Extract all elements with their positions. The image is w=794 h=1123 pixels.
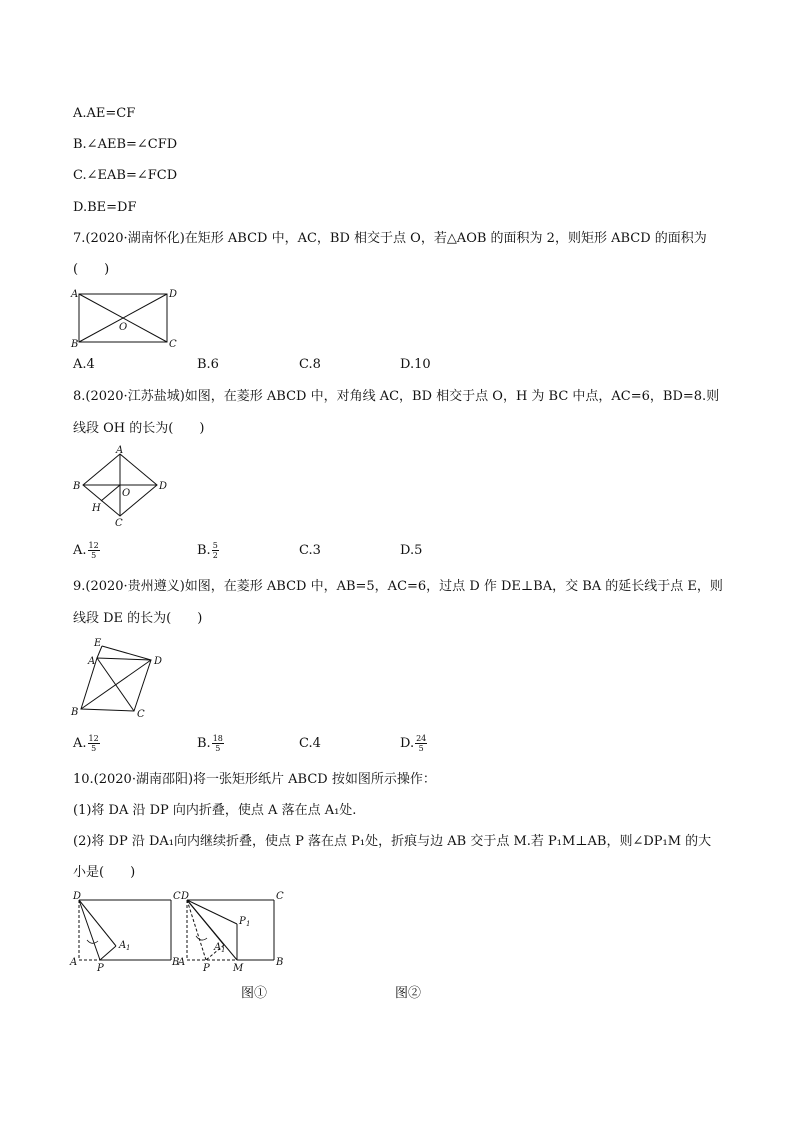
q9-label-c: C [137,709,145,720]
q7-option-b: B.6 [197,357,219,372]
q8-label-d: D [159,481,168,492]
q10-stem-line1: 10.(2020·湖南邵阳)将一张矩形纸片 ABCD 按如图所示操作： [73,772,436,787]
q8-label-a: A [116,445,124,456]
q10-stem-line2: (1)将 DA 沿 DP 向内折叠，使点 A 落在点 A₁处. [73,803,357,818]
fig1-label-c: C [173,891,181,902]
fig1-label-d: D [73,891,82,902]
q7-rectangle-figure [66,285,186,349]
prev-option-d: D.BE=DF [73,200,137,215]
fig1-label-a1: A [119,940,127,951]
q9-option-a: A. $\frac{12}{5}$ [73,734,99,753]
q9-option-b: B. $\frac{18}{5}$ [197,734,223,753]
fig1-label-a: A [70,957,78,968]
q10-stem-line4: 小是( ) [73,865,136,880]
prev-option-b: B.∠AEB=∠CFD [73,137,178,152]
figure-2-caption: 图② [395,986,422,1001]
q9-label-b: B [71,707,79,718]
q9-stem-line1: 9.(2020·贵州遵义)如图，在菱形 ABCD 中，AB=5，AC=6，过点 D 作 DE⊥BA，交 BA 的延长线于点 E，则 [73,579,723,594]
q9-rhombus-figure [68,633,178,721]
q7-label-d: D [169,289,178,300]
q8-stem-line2: 线段 OH 的长为( ) [73,421,205,436]
q8-label-o: O [122,488,131,499]
q7-label-b: B [71,339,79,350]
q9-option-d: D. $\frac{24}{5}$ [400,734,427,753]
fig2-label-a1-sub: 1 [221,946,226,954]
q7-stem-line2: ( ) [73,262,110,277]
q8-option-d: D.5 [400,543,423,558]
q8-option-b: B. $\frac{5}{2}$ [197,541,218,560]
q7-option-d: D.10 [400,357,431,372]
q9-option-c: C.4 [299,736,321,751]
fig2-label-d: D [181,891,190,902]
fig2-label-m: M [233,963,244,974]
prev-option-a: A.AE=CF [73,106,136,121]
q7-label-a: A [71,289,79,300]
q8-rhombus-figure [70,444,180,530]
fig1-label-p: P [97,963,104,974]
q10-figure-1 [68,888,190,974]
figure-1-caption: 图① [241,986,268,1001]
fig2-label-p1-sub: 1 [246,920,251,928]
q8-option-a: A. $\frac{12}{5}$ [73,541,99,560]
q8-label-b: B [73,481,81,492]
q7-label-o: O [119,322,128,333]
fig2-label-a1: A [214,942,222,953]
fig2-label-p: P [203,963,210,974]
q10-figure-2 [176,888,298,974]
q7-stem-line1: 7.(2020·湖南怀化)在矩形 ABCD 中，AC，BD 相交于点 O，若△AOB 的面积为 2，则矩形 ABCD 的面积为 [73,231,707,246]
prev-option-c: C.∠EAB=∠FCD [73,168,178,183]
q8-label-h: H [92,503,101,514]
q7-label-c: C [169,339,177,350]
fig2-label-c: C [276,891,284,902]
q9-stem-line2: 线段 DE 的长为( ) [73,611,203,626]
q7-option-a: A.4 [73,357,95,372]
q9-label-d: D [154,656,163,667]
q7-option-c: C.8 [299,357,321,372]
q8-label-c: C [115,518,123,529]
q9-label-a: A [88,656,96,667]
fig1-label-b: B [172,957,180,968]
fig1-label-a1-sub: 1 [126,944,131,952]
q9-label-e: E [94,638,102,649]
fig2-label-a: A [178,957,186,968]
q8-option-c: C.3 [299,543,321,558]
fig2-label-p1: P [239,916,246,927]
q10-stem-line3: (2)将 DP 沿 DA₁向内继续折叠，使点 P 落在点 P₁处，折痕与边 AB 交于点 M.若 P₁M⊥AB，则∠DP₁M 的大 [73,834,712,849]
q8-stem-line1: 8.(2020·江苏盐城)如图，在菱形 ABCD 中，对角线 AC，BD 相交于点 O，H 为 BC 中点，AC=6，BD=8.则 [73,389,720,404]
fig2-label-b: B [276,957,284,968]
